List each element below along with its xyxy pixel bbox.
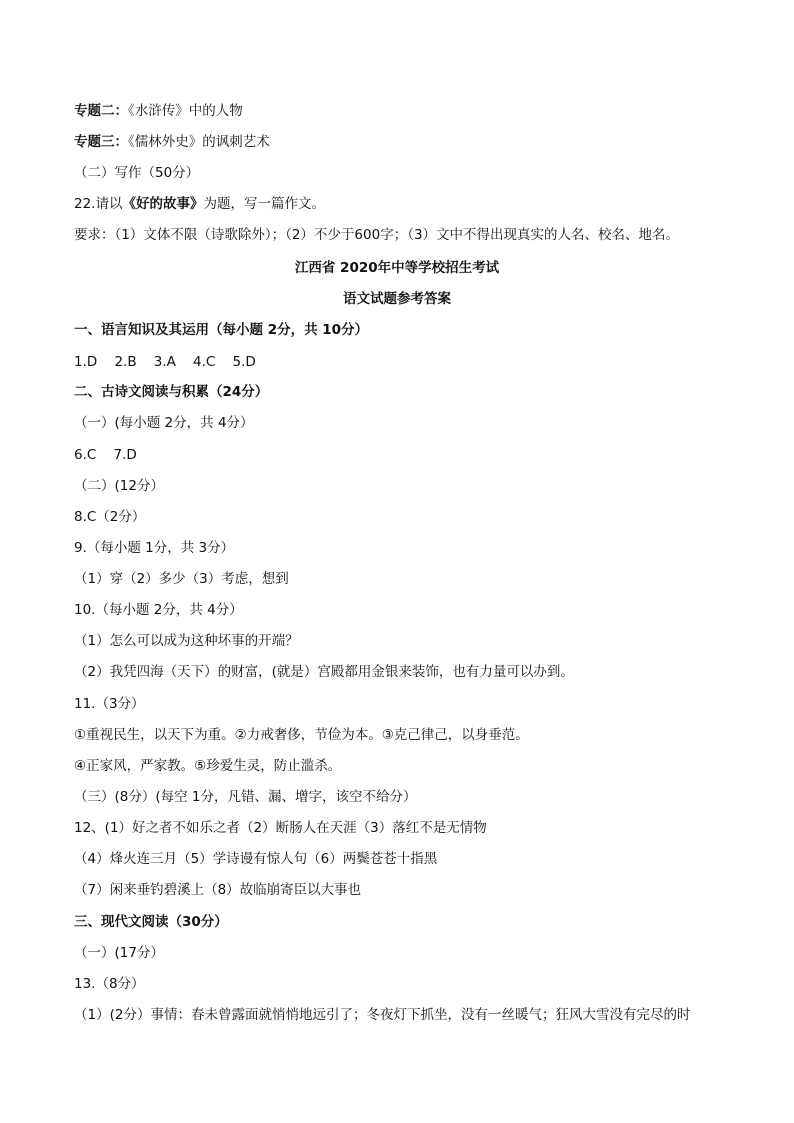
question-10-answer-1: （1）怎么可以成为这种坏事的开端？	[74, 633, 299, 649]
question-11-answer-1: ①重视民生，以天下为重。②力戒奢侈，节俭为本。③克己律己，以身垂范。	[74, 727, 529, 743]
answer-key-title: 语文试题参考答案	[343, 291, 451, 307]
exam-title: 江西省 2020年中等学校招生考试	[294, 260, 500, 276]
essay-prompt-suffix: 为题，写一篇作文。	[203, 196, 325, 212]
section-three-heading: 三、现代文阅读（30分）	[74, 914, 228, 930]
essay-prompt-title: 《好的故事》	[122, 196, 204, 212]
question-9-heading: 9.（每小题 1分，共 3分）	[74, 540, 235, 556]
question-13-answer-1: （1）(2分）事情：春未曾露面就悄悄地远引了；冬夜灯下抓坐，没有一丝暖气；狂风大雪没有完尽的时	[74, 1007, 691, 1023]
topic-two-line	[74, 102, 243, 120]
topic-two-text: 《水浒传》中的人物	[128, 103, 243, 119]
part-three-heading: （三）(8分）(每空 1分，凡错、漏、增字，该空不给分）	[74, 789, 417, 805]
topic-two-label: 专题二：	[74, 103, 128, 119]
question-11-answer-2: ④正家风，严家教。⑤珍爱生灵，防止滥杀。	[74, 758, 342, 774]
question-12-answers-3: （7）闲来垂钓碧溪上（8）故临崩寄臣以大事也	[74, 882, 362, 898]
question-9-answers: （1）穿（2）多少（3）考虑，想到	[74, 571, 289, 587]
modern-part-one-heading: （一）(17分）	[74, 945, 164, 961]
question-10-answer-2: （2）我凭四海（天下）的财富，(就是）宫殿都用金银来装饰，也有力量可以办到。	[74, 664, 574, 680]
section-one-answers: 1.D 2.B 3.A 4.C 5.D	[74, 354, 256, 370]
question-12-answers-1: 12、(1）好之者不如乐之者（2）断肠人在天涯（3）落红不是无情物	[74, 820, 487, 836]
part-two-heading: （二）(12分）	[74, 478, 164, 494]
essay-prompt-prefix: 22.请以	[74, 196, 123, 212]
part-one-heading: （一）(每小题 2分，共 4分）	[74, 415, 254, 431]
question-8-answer: 8.C（2分）	[74, 509, 146, 525]
topic-three-text: 《儒林外史》的讽刺艺术	[128, 134, 270, 150]
section-two-heading: 二、古诗文阅读与积累（24分）	[74, 384, 269, 400]
topic-three-line	[74, 133, 270, 151]
question-12-answers-2: （4）烽火连三月（5）学诗谩有惊人句（6）两鬓苍苍十指黑	[74, 851, 438, 867]
part-one-answers: 6.C 7.D	[74, 447, 137, 463]
section-one-heading: 一、语言知识及其运用（每小题 2分，共 10分）	[74, 322, 369, 338]
writing-section-heading: （二）写作（50分）	[74, 165, 200, 181]
question-13-heading: 13.（8分）	[74, 976, 145, 992]
question-11-heading: 11.（3分）	[74, 696, 145, 712]
essay-requirements: 要求：（1）文体不限（诗歌除外）；（2）不少于600字；（3）文中不得出现真实的人名、校名、地名。	[74, 227, 680, 243]
question-10-heading: 10.（每小题 2分，共 4分）	[74, 602, 243, 618]
topic-three-label: 专题三：	[74, 134, 128, 150]
essay-prompt-line	[74, 195, 325, 213]
